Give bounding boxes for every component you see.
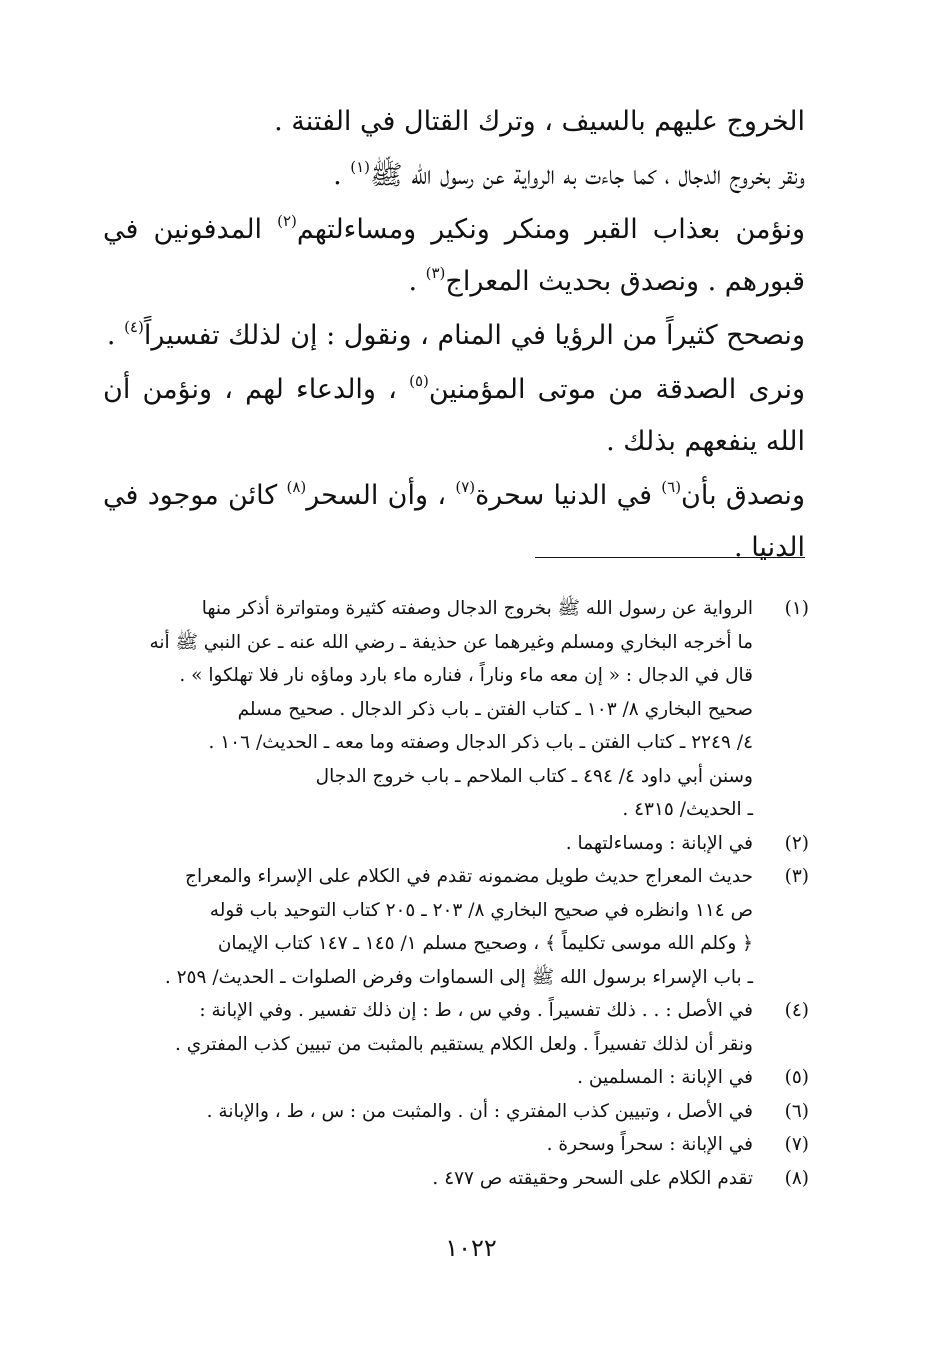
paragraph-5 [103, 364, 805, 468]
footnote-ref-4[interactable]: (٤) [124, 318, 144, 336]
footnote-line: في الإبانة : المسلمين . [577, 1067, 753, 1088]
footnote-number: (٦) [784, 1100, 809, 1122]
footnote-line: الرواية عن رسول الله ﷺ بخروج الدجال وصفته كثيرة ومتواترة أذكر منها [201, 598, 753, 619]
footnote-line: ـ الحديث/ ٤٣١٥ . [622, 799, 753, 820]
paragraph-6-text-a: ونصدق بأن [681, 480, 805, 511]
footnote-line: ونقر أن لذلك تفسيراً . ولعل الكلام يستقيم بالمثبت من تبيين كذب المفتري . [174, 1033, 753, 1055]
footnote-line: حديث المعراج حديث طويل مضمونه تقدم في الكلام على الإسراء والمعراج [185, 866, 753, 887]
paragraph-1-text: الخروج عليهم بالسيف ، وترك القتال في الفتنة . [274, 106, 805, 137]
footnote-line: ٤/ ٢٢٤٩ ـ كتاب الفتن ـ باب ذكر الدجال وصفته وما معه ـ الحديث/ ١٠٦ . [208, 732, 753, 753]
paragraph-3-text-b: المدفونين في قبورهم . ونصدق بحديث المعراج [103, 214, 805, 297]
page-number: ١٠٢٢ [445, 1234, 497, 1262]
footnote-line: ـ باب الإسراء برسول الله ﷺ إلى السماوات وفرض الصلوات ـ الحديث/ ٢٥٩ . [164, 966, 753, 988]
paragraph-4-text-b: . [106, 320, 125, 351]
main-text [103, 96, 805, 574]
footnote-number: (٣) [784, 866, 809, 887]
footnote-line: ﴿ وكلم الله موسى تكليماً ﴾ ، وصحيح مسلم ١/ ١٤٥ ـ ١٤٧ كتاب الإيمان [217, 933, 753, 954]
paragraph-4 [103, 310, 805, 362]
footnote-ref-1[interactable]: (١) [350, 158, 371, 176]
paragraph-6-text-d: كائن موجود في الدنيا . [103, 480, 805, 563]
footnotes [103, 592, 809, 1195]
footnote-6 [103, 1095, 809, 1129]
footnote-line: قال في الدجال : « إن معه ماء وناراً ، فناره ماء بارد وماؤه نار فلا تهلكوا » . [179, 665, 753, 686]
footnote-5 [103, 1061, 809, 1095]
footnote-ref-3[interactable]: (٣) [425, 264, 446, 282]
footnote-number: (٤) [784, 1000, 809, 1021]
footnote-line: ما أخرجه البخاري ومسلم وغيرهما عن حذيفة ـ رضي الله عنه ـ عن النبي ﷺ أنه [149, 631, 753, 653]
paragraph-5-text-a: ونرى الصدقة من موتى المؤمنين [428, 374, 805, 405]
footnote-line: في الإبانة : سحراً وسحرة . [546, 1134, 753, 1155]
paragraph-1 [103, 96, 805, 148]
footnote-ref-5[interactable]: (٥) [409, 372, 429, 390]
footnote-3 [103, 860, 809, 994]
paragraph-2-text-a: ونقر بخروج الدجال ، كما جاءت به الرواية عن رسول الله ﷺ [370, 160, 805, 191]
footnote-number: (١) [784, 598, 809, 619]
paragraph-6 [103, 470, 805, 574]
footnote-line: في الأصل : . . ذلك تفسيراً . وفي س ، ط : إن ذلك تفسير . وفي الإبانة : [199, 1000, 753, 1021]
footnote-line: صحيح البخاري ٨/ ١٠٣ ـ كتاب الفتن ـ باب ذكر الدجال . صحيح مسلم [237, 698, 753, 720]
footnote-ref-6[interactable]: (٦) [661, 478, 682, 496]
paragraph-4-text-a: ونصحح كثيراً من الرؤيا في المنام ، ونقول : إن لذلك تفسيراً [143, 320, 805, 351]
paragraph-2 [103, 150, 805, 202]
paragraph-6-text-b: في الدنيا سحرة [475, 480, 662, 511]
footnote-line: في الأصل ، وتبيين كذب المفتري : أن . والمثبت من : س ، ط ، والإبانة . [206, 1100, 753, 1122]
footnote-2 [103, 827, 809, 861]
footnote-line: في الإبانة : ومساءلتهما . [565, 832, 753, 854]
footnote-1 [103, 592, 809, 827]
footnote-separator [535, 557, 805, 558]
footnote-number: (٧) [784, 1134, 809, 1155]
paragraph-3 [103, 204, 805, 308]
paragraph-3-text-a: ونؤمن بعذاب القبر ومنكر ونكير ومساءلتهم [296, 214, 806, 245]
footnote-line: وسنن أبي داود ٤/ ٤٩٤ ـ كتاب الملاحم ـ باب خروج الدجال [315, 765, 753, 787]
paragraph-3-text-c: . [408, 266, 426, 297]
footnote-8 [103, 1162, 809, 1196]
footnote-ref-7[interactable]: (٧) [455, 478, 476, 496]
footnote-ref-8[interactable]: (٨) [286, 478, 307, 496]
footnote-4 [103, 994, 809, 1061]
footnote-ref-2[interactable]: (٢) [277, 212, 297, 230]
footnote-7 [103, 1128, 809, 1162]
footnote-number: (٢) [784, 832, 809, 854]
paragraph-6-text-c: ، وأن السحر [306, 480, 456, 511]
paragraph-2-text-b: . [333, 160, 351, 191]
footnote-number: (٨) [784, 1167, 809, 1189]
footnote-line: تقدم الكلام على السحر وحقيقته ص ٤٧٧ . [432, 1167, 753, 1189]
paragraph-5-text-b: ، والدعاء لهم ، ونؤمن أن الله ينفعهم بذلك . [103, 374, 805, 457]
footnote-line: ص ١١٤ وانظره في صحيح البخاري ٨/ ٢٠٣ ـ ٢٠٥ كتاب التوحيد باب قوله [209, 899, 753, 921]
footnote-number: (٥) [784, 1067, 809, 1088]
